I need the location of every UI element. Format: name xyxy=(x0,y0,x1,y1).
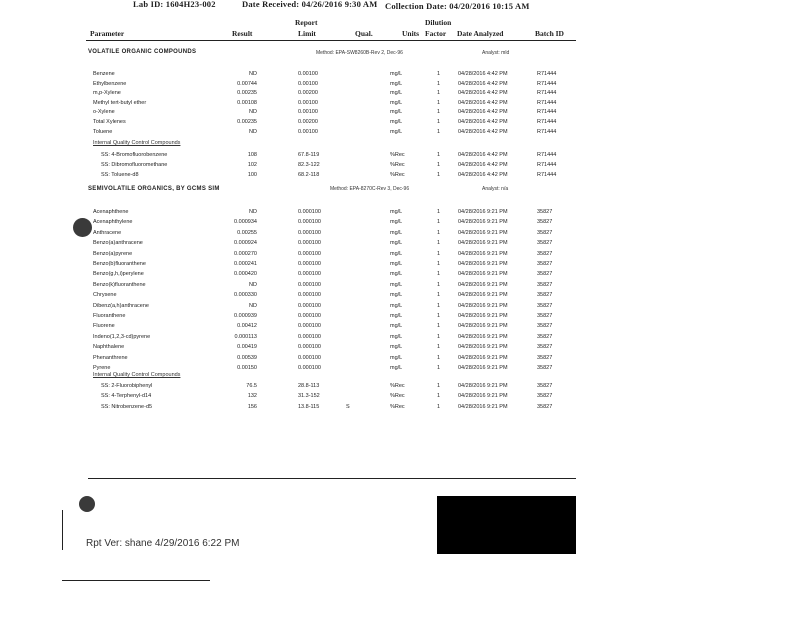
units-cell: mg/L xyxy=(390,333,403,340)
result-cell: 0.00235 xyxy=(237,119,257,125)
units-cell: %Rec xyxy=(390,403,405,410)
dilution-factor-cell: 1 xyxy=(437,313,441,319)
batch-id-cell: 35827 xyxy=(537,354,553,361)
units-cell: mg/L xyxy=(390,271,403,278)
left-margin-line xyxy=(62,510,63,550)
date-analyzed-cell: 04/28/2016 9:21 PM xyxy=(458,383,508,389)
date-analyzed-cell: 04/28/2016 4:42 PM xyxy=(458,128,508,135)
result-cell: 0.00744 xyxy=(237,80,257,87)
units-cell: mg/L xyxy=(390,219,403,226)
dilution-factor-cell: 1 xyxy=(437,383,441,389)
date-received: Date Received: 04/26/2016 9:30 AM xyxy=(242,0,378,9)
qualifier-cell: S xyxy=(346,403,350,410)
parameter-cell: Acenaphthene xyxy=(93,209,129,215)
table-row xyxy=(0,79,800,89)
units-cell: mg/L xyxy=(390,209,403,215)
table-row xyxy=(0,107,800,117)
units-cell: %Rec xyxy=(390,152,405,158)
units-cell: mg/L xyxy=(390,292,403,299)
batch-id-cell: R71444 xyxy=(537,119,557,125)
units-cell: mg/L xyxy=(390,229,403,236)
dilution-factor-cell: 1 xyxy=(437,344,441,351)
batch-id-cell: 35827 xyxy=(537,209,553,215)
units-cell: mg/L xyxy=(390,261,403,267)
units-cell: mg/L xyxy=(390,119,403,125)
table-row xyxy=(0,207,800,217)
dilution-factor-cell: 1 xyxy=(437,229,441,236)
units-cell: mg/L xyxy=(390,71,403,77)
units-cell: mg/L xyxy=(390,313,403,319)
date-analyzed-cell: 04/28/2016 9:21 PM xyxy=(458,344,508,351)
header-rule xyxy=(86,40,576,41)
parameter-cell: Acenaphthylene xyxy=(93,219,133,226)
date-analyzed-cell: 04/28/2016 4:42 PM xyxy=(458,90,508,97)
report-limit-cell: 0.000100 xyxy=(298,313,321,319)
report-limit-cell: 0.000100 xyxy=(298,229,321,236)
dilution-factor-cell: 1 xyxy=(437,119,441,125)
result-cell: 0.000270 xyxy=(234,250,257,257)
table-row xyxy=(0,127,800,137)
col-dilution: Dilution xyxy=(425,18,452,27)
result-cell: 0.000939 xyxy=(234,313,257,319)
date-analyzed-cell: 04/28/2016 4:42 PM xyxy=(458,71,508,77)
table-row xyxy=(0,150,800,160)
table-row xyxy=(0,69,800,79)
batch-id-cell: 35827 xyxy=(537,271,553,278)
table-row xyxy=(0,249,800,259)
result-cell: 132 xyxy=(247,393,257,400)
batch-id-cell: R71444 xyxy=(537,128,557,135)
date-analyzed-cell: 04/28/2016 9:21 PM xyxy=(458,333,508,340)
batch-id-cell: 35827 xyxy=(537,323,553,330)
table-row xyxy=(0,311,800,321)
table-row xyxy=(0,290,800,300)
dilution-factor-cell: 1 xyxy=(437,323,441,330)
col-limit: Limit xyxy=(298,29,316,38)
parameter-cell: Benzo(b)fluoranthene xyxy=(93,261,146,267)
report-limit-cell: 0.000100 xyxy=(298,250,321,257)
parameter-cell: Benzene xyxy=(93,71,115,77)
batch-id-cell: R71444 xyxy=(537,171,557,178)
result-cell: 0.00539 xyxy=(237,354,257,361)
svoc-analyst: Analyst: n/a xyxy=(482,186,509,192)
date-analyzed-cell: 04/28/2016 4:42 PM xyxy=(458,171,508,178)
dilution-factor-cell: 1 xyxy=(437,250,441,257)
dilution-factor-cell: 1 xyxy=(437,271,441,278)
batch-id-cell: R71444 xyxy=(537,80,557,87)
parameter-cell: SS: 4-Bromofluorobenzene xyxy=(101,152,168,158)
parameter-cell: Benzo(k)fluoranthene xyxy=(93,281,146,288)
report-limit-cell: 0.00100 xyxy=(298,71,318,77)
table-row xyxy=(0,160,800,170)
report-limit-cell: 0.00100 xyxy=(298,128,318,135)
batch-id-cell: 35827 xyxy=(537,219,553,226)
dilution-factor-cell: 1 xyxy=(437,365,441,371)
result-cell: ND xyxy=(249,128,257,135)
report-limit-cell: 0.00100 xyxy=(298,109,318,116)
date-analyzed-cell: 04/28/2016 4:42 PM xyxy=(458,119,508,125)
result-cell: 100 xyxy=(247,171,257,178)
parameter-cell: Dibenz(a,h)anthracene xyxy=(93,302,149,309)
date-analyzed-cell: 04/28/2016 9:21 PM xyxy=(458,281,508,288)
batch-id-cell: 35827 xyxy=(537,229,553,236)
date-analyzed-cell: 04/28/2016 9:21 PM xyxy=(458,240,508,247)
units-cell: mg/L xyxy=(390,365,403,371)
units-cell: %Rec xyxy=(390,171,405,178)
result-cell: ND xyxy=(249,209,257,215)
dilution-factor-cell: 1 xyxy=(437,171,441,178)
result-cell: 0.00235 xyxy=(237,90,257,97)
parameter-cell: Toluene xyxy=(93,128,113,135)
voc-section-title: VOLATILE ORGANIC COMPOUNDS xyxy=(88,49,197,55)
table-row xyxy=(0,391,800,401)
hole-punch-mark-lower xyxy=(79,496,95,512)
col-batch-id: Batch ID xyxy=(535,29,564,38)
parameter-cell: m,p-Xylene xyxy=(93,90,121,97)
date-analyzed-cell: 04/28/2016 9:21 PM xyxy=(458,313,508,319)
result-cell: 0.00108 xyxy=(237,99,257,106)
units-cell: %Rec xyxy=(390,161,405,168)
report-limit-cell: 0.00100 xyxy=(298,99,318,106)
date-analyzed-cell: 04/28/2016 9:21 PM xyxy=(458,403,508,410)
batch-id-cell: 35827 xyxy=(537,393,553,400)
dilution-factor-cell: 1 xyxy=(437,302,441,309)
parameter-cell: Total Xylenes xyxy=(93,119,126,125)
units-cell: mg/L xyxy=(390,109,403,116)
hole-punch-mark xyxy=(73,218,92,237)
date-analyzed-cell: 04/28/2016 9:21 PM xyxy=(458,250,508,257)
batch-id-cell: 35827 xyxy=(537,250,553,257)
report-limit-cell: 0.000100 xyxy=(298,365,321,371)
voc-method: Method: EPA-SW8260B-Rev 2, Dec-96 xyxy=(316,50,403,56)
report-limit-cell: 0.000100 xyxy=(298,271,321,278)
units-cell: mg/L xyxy=(390,302,403,309)
report-limit-cell: 68.2-118 xyxy=(298,171,320,178)
table-row xyxy=(0,217,800,227)
result-cell: 0.000420 xyxy=(234,271,257,278)
result-cell: 108 xyxy=(247,152,257,158)
result-cell: ND xyxy=(249,109,257,116)
parameter-cell: SS: Nitrobenzene-d5 xyxy=(101,403,153,410)
col-qual: Qual. xyxy=(355,29,373,38)
batch-id-cell: R71444 xyxy=(537,161,557,168)
table-row xyxy=(0,117,800,127)
batch-id-cell: 35827 xyxy=(537,333,553,340)
parameter-cell: Methyl tert-butyl ether xyxy=(93,99,147,106)
parameter-cell: Chrysene xyxy=(93,292,117,299)
parameter-cell: Benzo(a)anthracene xyxy=(93,240,143,247)
parameter-cell: Indeno(1,2,3-cd)pyrene xyxy=(93,333,151,340)
table-row xyxy=(0,321,800,331)
batch-id-cell: 35827 xyxy=(537,383,553,389)
units-cell: mg/L xyxy=(390,344,403,351)
table-row xyxy=(0,332,800,342)
table-row xyxy=(0,301,800,311)
result-cell: 76.5 xyxy=(246,383,257,389)
parameter-cell: SS: 2-Fluorobiphenyl xyxy=(101,383,153,389)
parameter-cell: Anthracene xyxy=(93,229,122,236)
report-limit-cell: 0.000100 xyxy=(298,209,321,215)
col-date-analyzed: Date Analyzed xyxy=(457,29,504,38)
dilution-factor-cell: 1 xyxy=(437,209,441,215)
batch-id-cell: 35827 xyxy=(537,261,553,267)
parameter-cell: Ethylbenzene xyxy=(93,80,127,87)
collection-date: Collection Date: 04/20/2016 10:15 AM xyxy=(385,1,530,11)
table-row xyxy=(0,238,800,248)
units-cell: mg/L xyxy=(390,354,403,361)
report-limit-cell: 28.8-113 xyxy=(298,383,320,389)
batch-id-cell: 35827 xyxy=(537,281,553,288)
batch-id-cell: R71444 xyxy=(537,71,557,77)
units-cell: mg/L xyxy=(390,99,403,106)
date-analyzed-cell: 04/28/2016 9:21 PM xyxy=(458,209,508,215)
parameter-cell: SS: Dibromofluoromethane xyxy=(101,161,168,168)
parameter-cell: Phenanthrene xyxy=(93,354,128,361)
date-analyzed-cell: 04/28/2016 4:42 PM xyxy=(458,80,508,87)
report-limit-cell: 0.000100 xyxy=(298,219,321,226)
report-limit-cell: 82.3-122 xyxy=(298,161,320,168)
dilution-factor-cell: 1 xyxy=(437,161,441,168)
result-cell: 0.000924 xyxy=(234,240,257,247)
batch-id-cell: 35827 xyxy=(537,292,553,299)
dilution-factor-cell: 1 xyxy=(437,354,441,361)
table-row xyxy=(0,381,800,391)
date-analyzed-cell: 04/28/2016 9:21 PM xyxy=(458,261,508,267)
dilution-factor-cell: 1 xyxy=(437,71,441,77)
parameter-cell: Fluoranthene xyxy=(93,313,126,319)
table-row xyxy=(0,342,800,352)
col-result: Result xyxy=(232,29,253,38)
report-limit-cell: 0.000100 xyxy=(298,302,321,309)
parameter-cell: Benzo(a)pyrene xyxy=(93,250,133,257)
date-analyzed-cell: 04/28/2016 9:21 PM xyxy=(458,302,508,309)
report-limit-cell: 0.000100 xyxy=(298,240,321,247)
units-cell: mg/L xyxy=(390,90,403,97)
report-limit-cell: 0.00200 xyxy=(298,119,318,125)
date-analyzed-cell: 04/28/2016 4:42 PM xyxy=(458,161,508,168)
date-analyzed-cell: 04/28/2016 4:42 PM xyxy=(458,152,508,158)
result-cell: 0.000330 xyxy=(234,292,257,299)
result-cell: ND xyxy=(249,302,257,309)
result-cell: 0.000241 xyxy=(234,261,257,267)
units-cell: mg/L xyxy=(390,80,403,87)
dilution-factor-cell: 1 xyxy=(437,393,441,400)
report-limit-cell: 0.000100 xyxy=(298,281,321,288)
units-cell: mg/L xyxy=(390,240,403,247)
units-cell: %Rec xyxy=(390,393,405,400)
voc-analyst: Analyst: mld xyxy=(482,50,510,56)
parameter-cell: Pyrene xyxy=(93,365,111,371)
parameter-cell: Fluorene xyxy=(93,323,115,330)
redaction-box xyxy=(437,496,576,554)
date-analyzed-cell: 04/28/2016 9:21 PM xyxy=(458,393,508,400)
report-limit-cell: 31.3-152 xyxy=(298,393,320,400)
col-units: Units xyxy=(402,29,420,38)
dilution-factor-cell: 1 xyxy=(437,219,441,226)
date-analyzed-cell: 04/28/2016 9:21 PM xyxy=(458,229,508,236)
parameter-cell: Benzo(g,h,i)perylene xyxy=(93,271,144,278)
table-row xyxy=(0,402,800,412)
table-row xyxy=(0,228,800,238)
dilution-factor-cell: 1 xyxy=(437,90,441,97)
report-limit-cell: 0.00200 xyxy=(298,90,318,97)
report-limit-cell: 0.000100 xyxy=(298,354,321,361)
result-cell: 0.00419 xyxy=(237,344,257,351)
date-analyzed-cell: 04/28/2016 4:42 PM xyxy=(458,99,508,106)
table-row xyxy=(0,280,800,290)
batch-id-cell: 35827 xyxy=(537,302,553,309)
dilution-factor-cell: 1 xyxy=(437,403,441,410)
date-analyzed-cell: 04/28/2016 4:42 PM xyxy=(458,109,508,116)
table-row xyxy=(0,98,800,108)
svoc-qc-label: Internal Quality Control Compounds xyxy=(93,372,181,378)
result-cell: 0.000934 xyxy=(234,219,257,226)
table-row xyxy=(0,269,800,279)
date-analyzed-cell: 04/28/2016 9:21 PM xyxy=(458,292,508,299)
batch-id-cell: 35827 xyxy=(537,403,553,410)
date-analyzed-cell: 04/28/2016 9:21 PM xyxy=(458,323,508,330)
result-cell: 0.00255 xyxy=(237,229,257,236)
dilution-factor-cell: 1 xyxy=(437,80,441,87)
units-cell: mg/L xyxy=(390,323,403,330)
units-cell: mg/L xyxy=(390,128,403,135)
lab-id: Lab ID: 1604H23-002 xyxy=(133,0,216,9)
dilution-factor-cell: 1 xyxy=(437,281,441,288)
table-row xyxy=(0,353,800,363)
units-cell: mg/L xyxy=(390,250,403,257)
result-cell: ND xyxy=(249,281,257,288)
parameter-cell: o-Xylene xyxy=(93,109,115,116)
table-row xyxy=(0,88,800,98)
svoc-method: Method: EPA-8270C-Rev 3, Dec-96 xyxy=(330,186,410,192)
batch-id-cell: 35827 xyxy=(537,313,553,319)
result-cell: 156 xyxy=(247,403,257,410)
col-parameter: Parameter xyxy=(90,29,125,38)
dilution-factor-cell: 1 xyxy=(437,333,441,340)
svoc-section-title: SEMIVOLATILE ORGANICS, BY GCMS SIM xyxy=(88,186,220,192)
units-cell: %Rec xyxy=(390,383,405,389)
signature-line xyxy=(62,580,210,581)
result-cell: ND xyxy=(249,71,257,77)
report-limit-cell: 0.000100 xyxy=(298,323,321,330)
dilution-factor-cell: 1 xyxy=(437,261,441,267)
report-version: Rpt Ver: shane 4/29/2016 6:22 PM xyxy=(86,538,240,549)
date-analyzed-cell: 04/28/2016 9:21 PM xyxy=(458,219,508,226)
parameter-cell: Naphthalene xyxy=(93,344,125,351)
dilution-factor-cell: 1 xyxy=(437,99,441,106)
batch-id-cell: 35827 xyxy=(537,344,553,351)
result-cell: 0.00150 xyxy=(237,365,257,371)
report-limit-cell: 0.000100 xyxy=(298,261,321,267)
result-cell: 102 xyxy=(247,161,257,168)
footer-rule xyxy=(88,478,576,479)
batch-id-cell: R71444 xyxy=(537,90,557,97)
batch-id-cell: 35827 xyxy=(537,240,553,247)
batch-id-cell: R71444 xyxy=(537,109,557,116)
date-analyzed-cell: 04/28/2016 9:21 PM xyxy=(458,354,508,361)
date-analyzed-cell: 04/28/2016 9:21 PM xyxy=(458,365,508,371)
table-row xyxy=(0,170,800,180)
batch-id-cell: R71444 xyxy=(537,99,557,106)
date-analyzed-cell: 04/28/2016 9:21 PM xyxy=(458,271,508,278)
parameter-cell: SS: 4-Terphenyl-d14 xyxy=(101,393,152,400)
report-limit-cell: 0.000100 xyxy=(298,292,321,299)
report-limit-cell: 67.8-119 xyxy=(298,152,320,158)
parameter-cell: SS: Toluene-d8 xyxy=(101,171,139,178)
dilution-factor-cell: 1 xyxy=(437,152,441,158)
result-cell: 0.000113 xyxy=(234,333,257,340)
dilution-factor-cell: 1 xyxy=(437,109,441,116)
batch-id-cell: 35827 xyxy=(537,365,553,371)
result-cell: 0.00412 xyxy=(237,323,257,330)
col-report: Report xyxy=(295,18,318,27)
dilution-factor-cell: 1 xyxy=(437,128,441,135)
dilution-factor-cell: 1 xyxy=(437,240,441,247)
batch-id-cell: R71444 xyxy=(537,152,557,158)
dilution-factor-cell: 1 xyxy=(437,292,441,299)
col-factor: Factor xyxy=(425,29,447,38)
report-limit-cell: 0.00100 xyxy=(298,80,318,87)
table-row xyxy=(0,259,800,269)
report-limit-cell: 13.8-115 xyxy=(298,403,320,410)
report-limit-cell: 0.000100 xyxy=(298,344,321,351)
voc-qc-label: Internal Quality Control Compounds xyxy=(93,140,181,146)
report-limit-cell: 0.000100 xyxy=(298,333,321,340)
units-cell: mg/L xyxy=(390,281,403,288)
